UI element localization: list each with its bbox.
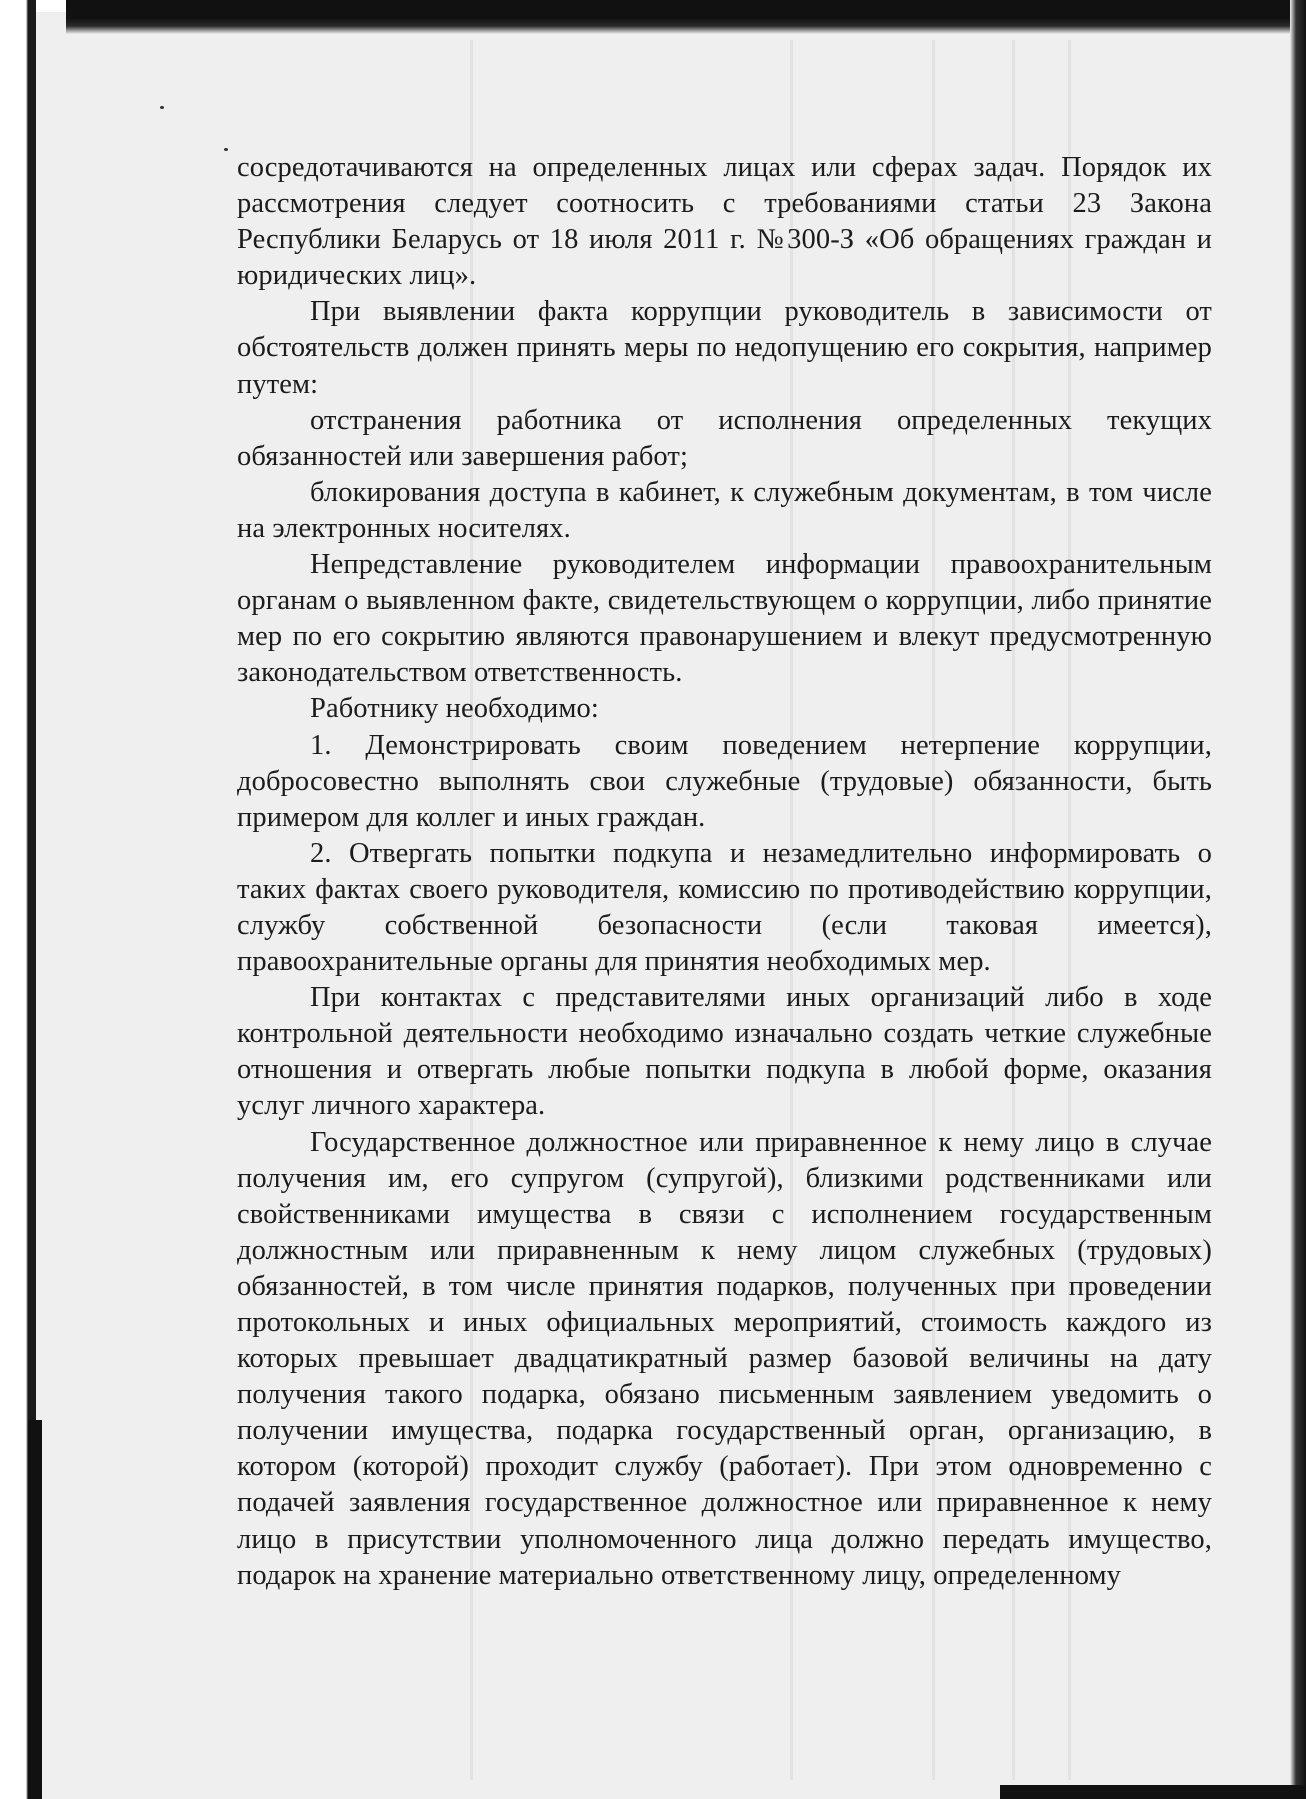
paragraph: сосредотачиваются на определенных лицах или сферах задач. Порядок их рассмотрения следует соотносить с требованиями статьи 23 Закона Республики Беларусь от 18 июля 2011 г. №300-З «Об обращениях граждан и юридических лиц». [237,152,1212,292]
paragraph: Непредставление руководителем информации правоохранительным органам о выявленном факте, свидетельствующем о коррупции, либо принятие мер по его сокрытию являются правонарушением и влекут предусмотренную законодательством ответственность. [237,549,1212,689]
paragraph: Государственное должностное или приравненное к нему лицо в случае получения им, его супругом (супругой), близкими родственниками или свойственниками имущества в связи с исполнением государственным должностным или приравненным к нему лицом служебных (трудовых) обязанностей, в том числе принятия подарков, полученных при проведении протокольных и иных официальных мероприятий, стоимость каждого из которых превышает двадцатикратный размер базовой величины на дату получения такого подарка, обязано письменным заявлением уведомить о получении имущества, подарка государственный орган, организацию, в котором (которой) проходит службу (работает). При этом одновременно с подачей заявления государственное должностное или приравненное к нему лицо в присутствии уполномоченного лица должно передать имущество, подарок на хранение материально ответственному лицу, определенному [237,1126,1212,1591]
scan-left-border-lower [28,1420,42,1799]
paragraph: Работнику необходимо: [310,693,599,725]
scan-right-border [1290,0,1306,1799]
scan-bottom-border [1000,1785,1306,1799]
list-item: 1. Демонстрировать своим поведением нетерпение коррупции, добросовестно выполнять свои служебные (трудовые) обязанности, быть примером для коллег и иных граждан. [237,729,1212,833]
paragraph: При выявлении факта коррупции руководитель в зависимости от обстоятельств должен принять меры по недопущению его сокрытия, например путем: [237,296,1212,400]
paragraph: блокирования доступа в кабинет, к служебным документам, в том числе на электронных носителях. [237,476,1212,544]
paragraph: При контактах с представителями иных организаций либо в ходе контрольной деятельности необходимо изначально создать четкие служебные отношения и отвергать любые попытки подкупа в любой форме, оказания услуг личного характера. [237,982,1212,1122]
paragraph: отстранения работника от исполнения определенных текущих обязанностей или завершения работ; [237,404,1212,472]
document-body [237,150,1212,1594]
scan-speck [224,148,228,151]
scan-top-border [66,0,1306,34]
scan-speck [160,106,164,109]
list-item: 2. Отвергать попытки подкупа и незамедлительно информировать о таких фактах своего руководителя, комиссию по противодействию коррупции, службу собственной безопасности (если таковая имеется), правоохранительные органы для принятия необходимых мер. [237,837,1212,978]
